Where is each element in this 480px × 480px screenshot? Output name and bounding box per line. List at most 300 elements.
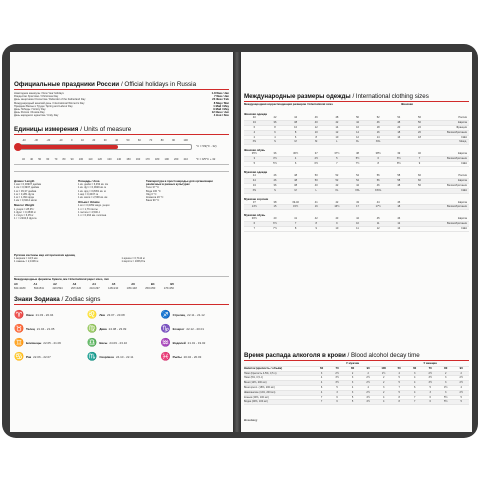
area-row: 1 кв. миля = 2,590 кв. км bbox=[78, 196, 108, 200]
clothing-size bbox=[409, 189, 430, 193]
clothing-size: 50 bbox=[418, 183, 421, 187]
celsius-tick: 90 bbox=[172, 139, 175, 142]
fahrenheit-tick: 170 bbox=[145, 158, 150, 161]
alcohol-weight-header: 90 bbox=[459, 365, 463, 370]
celsius-tick: 100 bbox=[183, 139, 188, 142]
clothing-size: 48 bbox=[294, 178, 298, 182]
clothing-title bbox=[244, 93, 429, 100]
alcohol-hours: 7 bbox=[320, 395, 323, 399]
clothing-size: 8 bbox=[274, 125, 276, 129]
clothing-size: 16 bbox=[376, 130, 380, 134]
alcohol-hours: 4 bbox=[413, 381, 416, 385]
alcohol-weight-header: 50 bbox=[397, 365, 401, 370]
alcohol-hours: 4 bbox=[320, 376, 323, 380]
paper-format-size: 210×297 bbox=[89, 287, 100, 290]
clothing-country: Межд. bbox=[459, 140, 467, 144]
alcohol-hours: 4 bbox=[320, 390, 323, 394]
alcohol-weight-header: 100 bbox=[381, 365, 386, 370]
alcohol-group-spacer bbox=[244, 362, 314, 366]
clothing-size: M bbox=[294, 140, 297, 144]
celsius-tick: 70 bbox=[149, 139, 153, 142]
paper-format-label: A3 bbox=[72, 282, 77, 286]
clothing-size: 16 bbox=[314, 205, 318, 209]
clothing-country: Великобритания bbox=[447, 183, 467, 187]
clothing-size: 40 bbox=[418, 152, 421, 156]
fahrenheit-tick: 32 bbox=[22, 158, 25, 161]
alcohol-hours: 4½ bbox=[366, 395, 370, 399]
clothing-size: 10 bbox=[335, 135, 339, 139]
alcohol-hours: 2½ bbox=[459, 390, 463, 394]
clothing-size: 46 bbox=[314, 116, 318, 119]
clothing-size: 46 bbox=[397, 217, 401, 221]
alcohol-hours: 3 bbox=[320, 371, 323, 375]
clothing-size: 52 bbox=[335, 178, 339, 182]
alcohol-hours: 2½ bbox=[459, 381, 463, 385]
clothing-size bbox=[409, 222, 430, 226]
alcohol-table bbox=[244, 362, 469, 405]
scorpio-icon: ♏ bbox=[87, 352, 98, 361]
length-row: 1 см = 0,3937 дюйма bbox=[14, 186, 39, 190]
zodiac-name: Весы bbox=[99, 340, 108, 345]
holiday-list bbox=[14, 92, 229, 118]
clothing-size: 45 bbox=[397, 200, 401, 204]
taurus-icon: ♉ bbox=[14, 324, 24, 333]
virgo-icon: ♍ bbox=[87, 324, 98, 333]
area-row: 1 акр = 0,4047 га bbox=[78, 192, 99, 196]
zodiac-dates: 24.09 - 23.10 bbox=[109, 340, 128, 345]
pisces-icon: ♓ bbox=[160, 352, 171, 361]
temperature-row: Тело 37 °C bbox=[146, 186, 160, 190]
paper-format-label: A6 bbox=[131, 282, 135, 286]
clothing-size: 8 bbox=[294, 227, 297, 231]
alcohol-hours: 6 bbox=[336, 395, 338, 399]
area-column bbox=[78, 180, 140, 217]
temperature-row: Баня 90 °C bbox=[146, 199, 160, 203]
alcohol-hours: 4 bbox=[382, 400, 385, 404]
holiday-date: 4 Ноя / Nov bbox=[213, 113, 229, 118]
clothing-size: 36 bbox=[273, 120, 277, 124]
clothing-size: 39-40 bbox=[292, 200, 299, 204]
celsius-tick: 20 bbox=[92, 139, 96, 142]
historic-unit-row: 1 верста = 1066,8 м bbox=[121, 260, 146, 264]
clothing-country: Европа bbox=[458, 120, 467, 124]
zodiac-sign bbox=[161, 309, 228, 320]
mass-row: 1 фунт = 0,4536 кг bbox=[14, 210, 36, 214]
clothing-size: L bbox=[336, 140, 338, 144]
length-row: 1 мм = 0,03937 дюйма bbox=[14, 183, 41, 187]
clothing-size: 39 bbox=[397, 152, 401, 156]
holidays-rule bbox=[14, 89, 229, 90]
clothing-size: 5½ bbox=[355, 157, 360, 161]
clothing-size: 7 bbox=[418, 157, 421, 161]
paper-labels bbox=[14, 283, 174, 286]
clothing-size: 14 bbox=[376, 135, 380, 139]
clothing-country: США bbox=[460, 135, 467, 139]
clothing-size: 3½ bbox=[273, 157, 277, 161]
clothing-size: 50 bbox=[356, 116, 359, 119]
celsius-tick: -20 bbox=[46, 139, 51, 142]
zodiac-sign bbox=[161, 337, 228, 348]
alcohol-hours: 3 bbox=[351, 381, 354, 385]
clothing-size: 50 bbox=[314, 178, 318, 182]
zodiac-text bbox=[26, 355, 51, 359]
fahrenheit-tick: 150 bbox=[126, 158, 131, 161]
clothing-row bbox=[244, 205, 469, 210]
units-rule bbox=[14, 134, 229, 135]
clothing-size: 42 bbox=[335, 120, 339, 124]
alcohol-hours: 8 bbox=[398, 400, 400, 404]
clothing-country: Великобритания bbox=[447, 130, 467, 134]
alcohol-weight-header: 70 bbox=[335, 365, 339, 370]
alcohol-weight-header: 80 bbox=[444, 365, 448, 370]
fahrenheit-tick: 210 bbox=[183, 158, 188, 161]
clothing-size: 11 bbox=[376, 222, 380, 226]
alcohol-name-header: Напиток (крепость / объём) bbox=[244, 366, 283, 370]
paper-format-size: 176×250 bbox=[163, 287, 174, 290]
alcohol-hours: 5 bbox=[398, 390, 400, 394]
alcohol-hours: 4½ bbox=[443, 385, 448, 389]
clothing-size: 18 bbox=[418, 135, 421, 139]
clothing-size: XXXL bbox=[374, 188, 382, 192]
clothing-size: S bbox=[274, 188, 276, 192]
clothing-size: XL bbox=[335, 188, 339, 192]
clothing-size: 38 bbox=[273, 200, 277, 204]
clothing-size: 38½ bbox=[375, 152, 381, 156]
temperature-column bbox=[146, 180, 228, 202]
alcohol-hours: 3½ bbox=[428, 376, 432, 380]
clothing-size: 52 bbox=[335, 174, 339, 178]
holiday-date: 9 Май / May bbox=[213, 107, 229, 112]
alcohol-hours: 4 bbox=[398, 371, 400, 375]
clothing-country: Великобритания bbox=[447, 222, 467, 226]
clothing-size: 10 bbox=[335, 227, 339, 231]
alcohol-hours: 5 bbox=[336, 385, 338, 389]
paper-format-label: A1 bbox=[33, 282, 38, 286]
clothing-country: Европа bbox=[458, 200, 467, 204]
holiday-name: День защитника Отечества / Defender of the Fatherland Day bbox=[14, 98, 86, 102]
alcohol-hours: 3 bbox=[413, 371, 416, 375]
area-header: Площадь / Area bbox=[78, 179, 100, 183]
clothing-size: 52 bbox=[376, 116, 380, 119]
fahrenheit-tick: 200 bbox=[174, 158, 179, 161]
fahrenheit-tick: 80 bbox=[62, 158, 66, 161]
temperature-row: Лёд 0 °C bbox=[146, 192, 157, 196]
clothing-size: 41 bbox=[294, 217, 298, 221]
clothing-size: 50 bbox=[418, 120, 421, 124]
clothing-size: 36 bbox=[273, 152, 277, 156]
alcohol-drink: Пиво (Крепость 4-5%, 0,5 л) bbox=[244, 371, 277, 375]
zodiac-dates: 21.04 - 21.05 bbox=[36, 326, 55, 331]
alcohol-hours: 7 bbox=[320, 400, 323, 404]
zodiac-dates: 23.07 - 23.08 bbox=[106, 312, 125, 317]
celsius-tick: 60 bbox=[137, 139, 141, 142]
clothing-size: 12 bbox=[376, 227, 380, 231]
clothing-size: 7 bbox=[294, 222, 297, 226]
fahrenheit-tick: 70 bbox=[54, 158, 58, 161]
clothing-group-label: Мужская обувь bbox=[244, 213, 266, 218]
paper-format-size: 148×210 bbox=[108, 287, 119, 290]
volume-row: 1 л = 1,76 пинты bbox=[78, 207, 98, 211]
zodiac-title bbox=[14, 296, 100, 303]
clothing-size: 56 bbox=[376, 174, 380, 178]
zodiac-name: Рыбы bbox=[172, 354, 182, 359]
clothing-row bbox=[244, 227, 469, 232]
clothing-size: 6½ bbox=[273, 222, 277, 226]
clothing-size: 4 bbox=[294, 157, 297, 161]
volume-row: 1 л = 0,264 ам. галлона bbox=[78, 214, 107, 218]
clothing-size: M bbox=[315, 140, 318, 144]
holiday-date: 12 Июн / Jun bbox=[211, 110, 229, 115]
zodiac-name: Скорпион bbox=[99, 354, 114, 359]
length-row-list bbox=[14, 183, 74, 202]
historic-unit-row: 1 аршин = 0,7112 м bbox=[121, 257, 145, 261]
alcohol-hours: 3 bbox=[445, 390, 447, 394]
clothing-size: 12 bbox=[335, 130, 339, 134]
alcohol-hours: 2½ bbox=[335, 371, 339, 375]
alcohol-hours: 5 bbox=[460, 400, 462, 404]
zodiac-dates: 22.06 - 22.07 bbox=[33, 354, 51, 359]
aquarius-icon: ♒ bbox=[160, 338, 171, 347]
alcohol-drink: Пиво (6%, 0,5 л) bbox=[244, 376, 263, 380]
holiday-name: День Победы / Victory Day bbox=[14, 108, 46, 112]
zodiac-name: Овен bbox=[26, 312, 34, 317]
zodiac-text bbox=[26, 313, 53, 317]
alcohol-hours: 5½ bbox=[443, 395, 448, 399]
zodiac-text bbox=[99, 355, 133, 359]
length-column bbox=[14, 180, 74, 220]
clothing-row bbox=[244, 140, 469, 145]
fahrenheit-tick: 110 bbox=[88, 158, 93, 161]
brand-logo: Brauberg bbox=[244, 418, 258, 422]
clothing-size: XS bbox=[252, 188, 257, 192]
clothing-size: 54 bbox=[356, 174, 359, 178]
clothing-size: 45 bbox=[376, 217, 380, 221]
paper-format-label: A5 bbox=[111, 282, 116, 286]
celsius-tick: 10 bbox=[80, 139, 84, 142]
alcohol-weight-header: 60 bbox=[413, 365, 417, 370]
zodiac-name: Лев bbox=[99, 312, 105, 317]
celsius-tick: 0 bbox=[71, 139, 73, 142]
alcohol-hours: 3½ bbox=[335, 381, 339, 385]
historic-units bbox=[14, 254, 229, 264]
clothing-size bbox=[409, 205, 430, 209]
clothing-size: 4 bbox=[253, 130, 256, 134]
alcohol-drink: Шампанское (11%, 200 мл) bbox=[244, 390, 276, 394]
alcohol-drink: Вино (12%, 200 мл) bbox=[244, 381, 267, 385]
alcohol-hours: 2½ bbox=[366, 390, 370, 394]
clothing-size: 56 bbox=[376, 178, 380, 182]
clothing-size: 42 bbox=[335, 183, 339, 187]
paper-format-size: 250×353 bbox=[145, 287, 156, 290]
zodiac-dates: 20.02 - 20.03 bbox=[183, 354, 202, 359]
zodiac-sign bbox=[87, 337, 154, 348]
holiday-name: День народного единства / Unity Day bbox=[14, 114, 59, 118]
mass-row: 1 т = 2204,6 фунта bbox=[14, 217, 37, 221]
temperature-row: Вода 100 °C bbox=[146, 189, 161, 193]
zodiac-sign bbox=[161, 351, 228, 362]
clothing-country: США bbox=[460, 227, 467, 231]
clothing-size: 50 bbox=[314, 174, 318, 178]
clothing-size: 43 bbox=[356, 200, 359, 204]
clothing-group-label: Женская одежда bbox=[244, 112, 267, 116]
clothing-size: 17 bbox=[356, 205, 359, 209]
alcohol-hours: 6 bbox=[413, 385, 416, 389]
clothing-size: 58 bbox=[397, 178, 401, 182]
holiday-date: 1 Май / May bbox=[213, 103, 229, 108]
zodiac-sign bbox=[14, 309, 81, 320]
zodiac-text bbox=[26, 327, 54, 331]
clothing-country: Россия bbox=[458, 174, 467, 178]
clothing-size bbox=[388, 140, 409, 144]
zodiac-name: Козерог bbox=[172, 326, 185, 331]
holiday-name: Новогодние каникулы / New Year holidays bbox=[14, 92, 64, 95]
holiday-name: Рождество Христово / Christmas Day bbox=[14, 95, 59, 99]
clothing-size: 46 bbox=[273, 174, 277, 178]
zodiac-sign bbox=[14, 351, 81, 362]
clothing-size: 38 bbox=[294, 120, 298, 124]
clothing-country: Россия bbox=[458, 116, 467, 119]
clothing-title-en: / International clothing sizes bbox=[352, 93, 429, 100]
length-row: 1 м = 39,37 дюйма bbox=[14, 189, 37, 193]
alcohol-title-en: / Blood alcohol decay time bbox=[347, 352, 420, 359]
clothing-country: Великобритания bbox=[447, 205, 467, 209]
clothing-size: 14½ bbox=[251, 205, 257, 209]
zodiac-text bbox=[99, 327, 126, 331]
alcohol-hours: 4 bbox=[367, 385, 369, 389]
clothing-size: 18 bbox=[397, 205, 401, 209]
alcohol-hours: 2 bbox=[351, 371, 354, 375]
units-title-ru: Единицы измерения bbox=[14, 126, 79, 133]
clothing-size: 42 bbox=[335, 200, 339, 204]
volume-row-list bbox=[78, 204, 140, 217]
zodiac-sign bbox=[87, 309, 154, 320]
clothing-group-label: Женская обувь bbox=[244, 148, 266, 153]
clothing-size: L bbox=[315, 188, 317, 192]
celsius-tick: 40 bbox=[115, 139, 119, 142]
clothing-size: 40 bbox=[252, 116, 256, 119]
clothing-header-left: Международная корреспонденция размеров / International sizes bbox=[244, 102, 333, 106]
clothing-size: 8½ bbox=[397, 162, 401, 166]
libra-icon: ♎ bbox=[87, 338, 98, 347]
fahrenheit-scale bbox=[22, 158, 188, 161]
holiday-date: 23 Фев / Feb bbox=[212, 97, 229, 102]
alcohol-hours: 4 bbox=[460, 385, 462, 389]
gemini-icon: ♊ bbox=[14, 338, 24, 347]
alcohol-hours: 5 bbox=[429, 385, 431, 389]
alcohol-men-header: У мужчин bbox=[346, 361, 360, 365]
clothing-size: 58 bbox=[397, 174, 401, 178]
scale-divider bbox=[14, 164, 229, 165]
right-page bbox=[241, 52, 472, 432]
alcohol-hours: 5 bbox=[460, 395, 462, 399]
clothing-size: 6½ bbox=[314, 162, 319, 166]
alcohol-hours: 2 bbox=[460, 371, 462, 375]
clothing-size: 44 bbox=[294, 116, 298, 119]
fahrenheit-tick: 50 bbox=[38, 158, 42, 161]
alcohol-hours: 6 bbox=[336, 400, 338, 404]
clothing-size: 7 bbox=[336, 162, 338, 166]
clothing-size bbox=[409, 140, 430, 144]
alcohol-hours: 2½ bbox=[366, 381, 370, 385]
clothing-size: 10 bbox=[356, 222, 359, 226]
celsius-tick: -40 bbox=[22, 139, 26, 142]
clothing-size: 40 bbox=[314, 183, 318, 187]
clothing-size: 44 bbox=[376, 200, 380, 204]
clothing-size: 18 bbox=[376, 125, 380, 129]
zodiac-sign bbox=[87, 351, 154, 362]
zodiac-dates: 22.12 - 20.01 bbox=[186, 326, 205, 331]
clothing-header-right: Женская bbox=[401, 102, 413, 106]
clothing-size: 12 bbox=[397, 222, 401, 226]
fahrenheit-tick: 160 bbox=[135, 158, 141, 161]
zodiac-grid bbox=[14, 309, 228, 362]
fahrenheit-tick: 120 bbox=[97, 158, 102, 161]
clothing-size: 48 bbox=[397, 183, 401, 187]
alcohol-hours: 3 bbox=[336, 390, 338, 394]
zodiac-name: Дева bbox=[99, 326, 107, 331]
clothing-country: США bbox=[460, 162, 467, 166]
clothing-size: 16½ bbox=[334, 205, 340, 209]
clothing-size: 37 bbox=[314, 152, 318, 156]
volume-header: Объем / Volume bbox=[78, 200, 100, 205]
clothing-size: 54 bbox=[356, 178, 359, 182]
clothing-size: 6½ bbox=[397, 157, 401, 161]
clothing-size: 54 bbox=[397, 116, 401, 119]
zodiac-dates: 21.01 - 19.02 bbox=[187, 340, 206, 345]
clothing-size: 46 bbox=[273, 178, 277, 182]
alcohol-hours: 5 bbox=[398, 381, 400, 385]
alcohol-hours: 2 bbox=[382, 376, 385, 380]
clothing-size: 7½ bbox=[355, 162, 360, 166]
zodiac-name: Телец bbox=[26, 326, 35, 331]
clothing-size: 42 bbox=[273, 116, 277, 119]
clothing-size: XS bbox=[252, 140, 257, 144]
clothing-size: XL bbox=[355, 140, 360, 144]
clothing-size: 7 bbox=[253, 227, 256, 231]
fahrenheit-tick: 140 bbox=[116, 158, 122, 161]
celsius-scale bbox=[22, 139, 188, 142]
clothing-size: M bbox=[294, 188, 297, 192]
aries-icon: ♈ bbox=[14, 310, 24, 319]
zodiac-dates: 24.08 - 23.09 bbox=[108, 326, 127, 331]
clothing-size: 20 bbox=[418, 130, 421, 134]
clothing-size: 48 bbox=[397, 120, 401, 124]
alcohol-hours: 3 bbox=[351, 376, 354, 380]
clothing-size: XXL bbox=[375, 140, 381, 144]
clothing-size: 6 bbox=[377, 157, 379, 161]
book-spine bbox=[233, 52, 241, 432]
alcohol-hours: 5 bbox=[398, 376, 400, 380]
clothing-size: 8 bbox=[294, 130, 297, 134]
clothing-size: 44 bbox=[252, 178, 256, 182]
zodiac-text bbox=[173, 327, 204, 331]
zodiac-dates: 24.10 - 22.11 bbox=[115, 354, 134, 359]
celsius-tick: 80 bbox=[160, 139, 164, 142]
clothing-size: 34 bbox=[252, 183, 256, 187]
units-title-en: / Units of measure bbox=[80, 126, 132, 133]
temperature-row-list bbox=[146, 186, 228, 202]
alcohol-hours: 5 bbox=[351, 395, 354, 399]
clothing-size: 4½ bbox=[314, 157, 319, 161]
volume-row: 1 мл = 0,0352 жидк. унции bbox=[78, 204, 110, 208]
clothing-country: Европа bbox=[458, 217, 467, 221]
clothing-size: 37½ bbox=[334, 152, 340, 156]
alcohol-hours: 3½ bbox=[428, 381, 432, 385]
area-row: 1 кв. ярд = 0,8361 кв. м bbox=[78, 189, 106, 193]
holiday-date: 7 Янв / Jan bbox=[214, 94, 229, 99]
clothing-title-ru: Международные размеры одежды bbox=[244, 93, 351, 100]
fahrenheit-tick: 60 bbox=[46, 158, 50, 161]
